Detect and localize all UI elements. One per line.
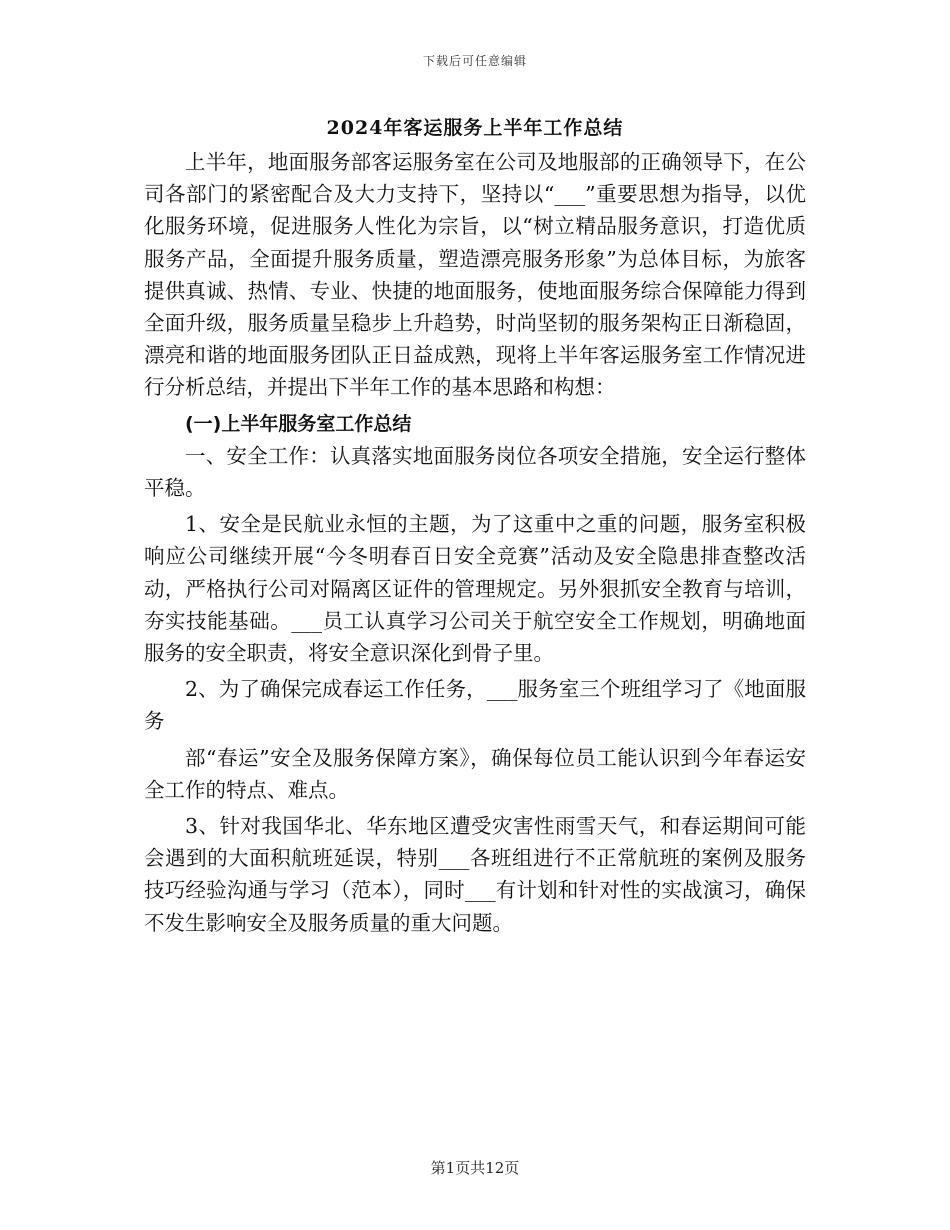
item-1-paragraph: 1、安全是民航业永恒的主题，为了这重中之重的问题，服务室积极响应公司继续开展“今冬明春百日安全竞赛”活动及安全隐患排查整改活动，严格执行公司对隔离区证件的管理规定。另外狠抓安全教育与培训，夯实技能基础。___员工认真学习公司关于航空安全工作规划，明确地面服务的安全职责，将安全意识深化到骨子里。	[144, 512, 806, 666]
header-note: 下载后可任意编辑	[422, 54, 527, 68]
intro-paragraph: 上半年，地面服务部客运服务室在公司及地服部的正确领导下，在公司各部门的紧密配合及大力支持下，坚持以“___”重要思想为指导，以优化服务环境，促进服务人性化为宗旨，以“树立精品服务意识，打造优质服务产品，全面提升服务质量，塑造漂亮服务形象”为总体目标，为旅客提供真诚、热情、专业、快捷的地面服务，使地面服务综合保障能力得到全面升级，服务质量呈稳步上升趋势，时尚坚韧的服务架构正日渐稳固，漂亮和谐的地面服务团队正日益成熟，现将上半年客运服务室工作情况进行分析总结，并提出下半年工作的基本思路和构想：	[144, 150, 806, 400]
item-3-paragraph: 3、针对我国华北、华东地区遭受灾害性雨雪天气，和春运期间可能会遇到的大面积航班延误，特别___各班组进行不正常航班的案例及服务技巧经验沟通与学习（范本），同时___有计划和针对性的实战演习，确保不发生影响安全及服务质量的重大问题。	[144, 814, 806, 935]
page-number: 第1页共12页	[430, 1159, 520, 1177]
item-2-continuation-paragraph: 部“春运”安全及服务保障方案》，确保每位员工能认识到今年春运安全工作的特点、难点。	[144, 745, 806, 802]
section-heading: (一)上半年服务室工作总结	[185, 412, 412, 435]
document-title: 2024年客运服务上半年工作总结	[326, 117, 624, 139]
document-body	[144, 146, 806, 939]
item-2-paragraph: 2、为了确保完成春运工作任务，___服务室三个班组学习了《地面服务	[144, 677, 806, 734]
safety-paragraph: 一、安全工作：认真落实地面服务岗位各项安全措施，安全运行整体平稳。	[144, 443, 806, 501]
